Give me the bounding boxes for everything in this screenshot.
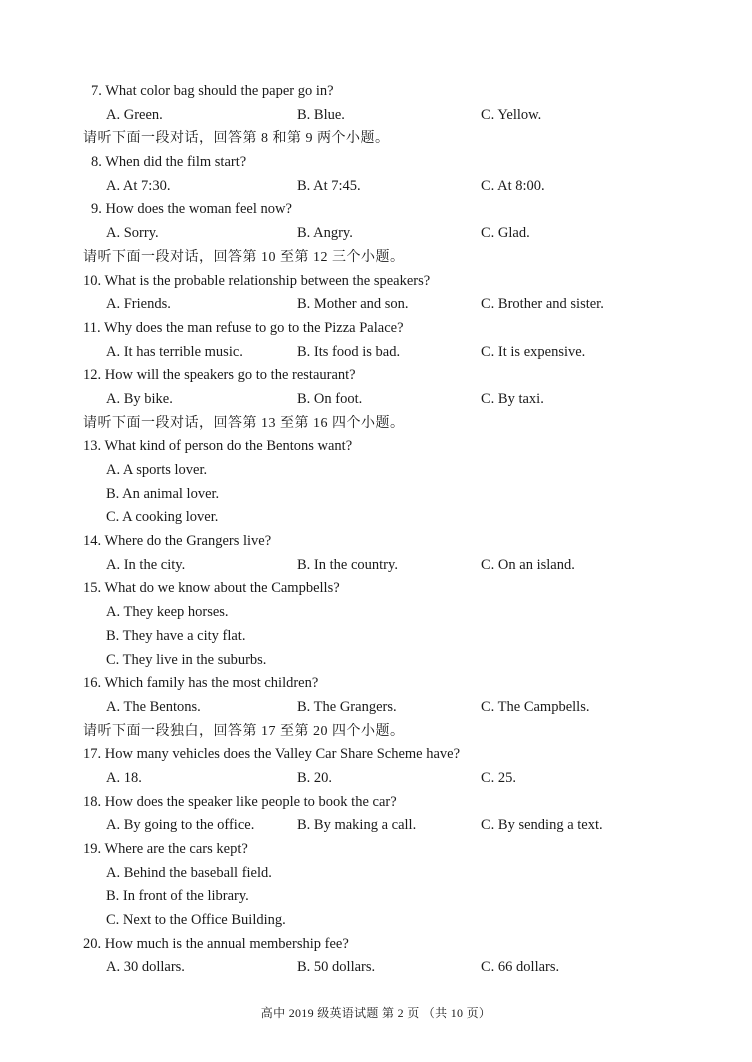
option-c: C. By taxi. bbox=[481, 390, 544, 407]
question-text: 19. Where are the cars kept? bbox=[83, 841, 248, 857]
options-row bbox=[0, 554, 752, 578]
option-b: B. Its food is bad. bbox=[297, 343, 401, 360]
options-row bbox=[0, 222, 752, 246]
options-row bbox=[0, 814, 752, 838]
option-b: B. An animal lover. bbox=[106, 485, 220, 502]
option-c: C. Next to the Office Building. bbox=[106, 912, 286, 929]
exam-content bbox=[0, 80, 752, 980]
option-b: B. The Grangers. bbox=[297, 698, 397, 715]
question-text: 18. How does the speaker like people to book the car? bbox=[83, 793, 397, 810]
option-b: B. In front of the library. bbox=[106, 888, 249, 905]
question-text: 9. How does the woman feel now? bbox=[91, 201, 292, 218]
options-row bbox=[0, 293, 752, 317]
option-c: C. They live in the suburbs. bbox=[106, 651, 267, 668]
option-c: C. On an island. bbox=[481, 556, 575, 573]
question-text: 13. What kind of person do the Bentons want? bbox=[83, 438, 353, 455]
question-text: 12. How will the speakers go to the restaurant? bbox=[83, 367, 356, 384]
option-a: A. It has terrible music. bbox=[106, 343, 243, 360]
option-b: B. 20. bbox=[297, 769, 333, 786]
question-text: 15. What do we know about the Campbells? bbox=[83, 580, 340, 597]
option-c: C. Glad. bbox=[481, 225, 530, 242]
option-c: C. It is expensive. bbox=[481, 343, 586, 360]
options-row bbox=[0, 175, 752, 199]
option-c: C. 66 dollars. bbox=[481, 959, 560, 976]
option-b: B. On foot. bbox=[297, 390, 363, 407]
option-a: A. A sports lover. bbox=[106, 462, 208, 478]
option-a: A. The Bentons. bbox=[106, 698, 201, 715]
options-row bbox=[0, 341, 752, 365]
option-c: C. Brother and sister. bbox=[481, 296, 604, 313]
option-a: A. Friends. bbox=[106, 296, 171, 313]
option-a: A. In the city. bbox=[106, 556, 186, 573]
option-b: B. In the country. bbox=[297, 556, 398, 573]
section-instruction: 请听下面一段对话，回答第 8 和第 9 两个小题。 bbox=[83, 131, 390, 147]
options-row bbox=[0, 388, 752, 412]
option-b: B. They have a city flat. bbox=[106, 627, 246, 644]
section-instruction: 请听下面一段独白，回答第 17 至第 20 四个小题。 bbox=[83, 723, 405, 739]
question-text: 16. Which family has the most children? bbox=[83, 675, 319, 692]
option-b: B. At 7:45. bbox=[297, 177, 361, 194]
option-b: B. 50 dollars. bbox=[297, 959, 376, 976]
question-text: 17. How many vehicles does the Valley Car Share Scheme have? bbox=[83, 746, 461, 763]
option-a: A. Behind the baseball field. bbox=[106, 864, 272, 881]
option-a: A. Sorry. bbox=[106, 225, 159, 242]
options-row bbox=[0, 696, 752, 720]
question-text: 8. When did the film start? bbox=[91, 154, 247, 171]
option-b: B. Angry. bbox=[297, 225, 353, 242]
question-text: 20. How much is the annual membership fee? bbox=[83, 935, 349, 952]
option-c: C. At 8:00. bbox=[481, 177, 545, 194]
option-b: B. By making a call. bbox=[297, 817, 417, 834]
section-instruction: 请听下面一段对话，回答第 10 至第 12 三个小题。 bbox=[83, 249, 405, 265]
option-a: A. Green. bbox=[106, 106, 163, 123]
option-a: A. 30 dollars. bbox=[106, 959, 185, 976]
option-a: A. By going to the office. bbox=[106, 817, 255, 834]
section-instruction: 请听下面一段对话，回答第 13 至第 16 四个小题。 bbox=[83, 415, 405, 431]
option-b: B. Blue. bbox=[297, 106, 345, 123]
option-c: C. Yellow. bbox=[481, 106, 542, 123]
option-c: C. A cooking lover. bbox=[106, 509, 219, 526]
question-text: 10. What is the probable relationship between the speakers? bbox=[83, 272, 431, 289]
option-a: A. They keep horses. bbox=[106, 604, 229, 621]
option-a: A. At 7:30. bbox=[106, 177, 171, 194]
question-text: 7. What color bag should the paper go in? bbox=[91, 83, 334, 99]
page-footer: 高中 2019 级英语试题 第 2 页 （共 10 页） bbox=[260, 1006, 492, 1020]
option-c: C. 25. bbox=[481, 769, 517, 786]
question-text: 14. Where do the Grangers live? bbox=[83, 533, 272, 550]
option-c: C. The Campbells. bbox=[481, 698, 590, 715]
option-c: C. By sending a text. bbox=[481, 817, 603, 834]
option-b: B. Mother and son. bbox=[297, 296, 409, 313]
option-a: A. By bike. bbox=[106, 390, 173, 407]
options-row bbox=[0, 767, 752, 791]
options-row bbox=[0, 956, 752, 980]
option-a: A. 18. bbox=[106, 769, 142, 786]
question-text: 11. Why does the man refuse to go to the Pizza Palace? bbox=[83, 319, 404, 336]
options-row bbox=[0, 104, 752, 128]
